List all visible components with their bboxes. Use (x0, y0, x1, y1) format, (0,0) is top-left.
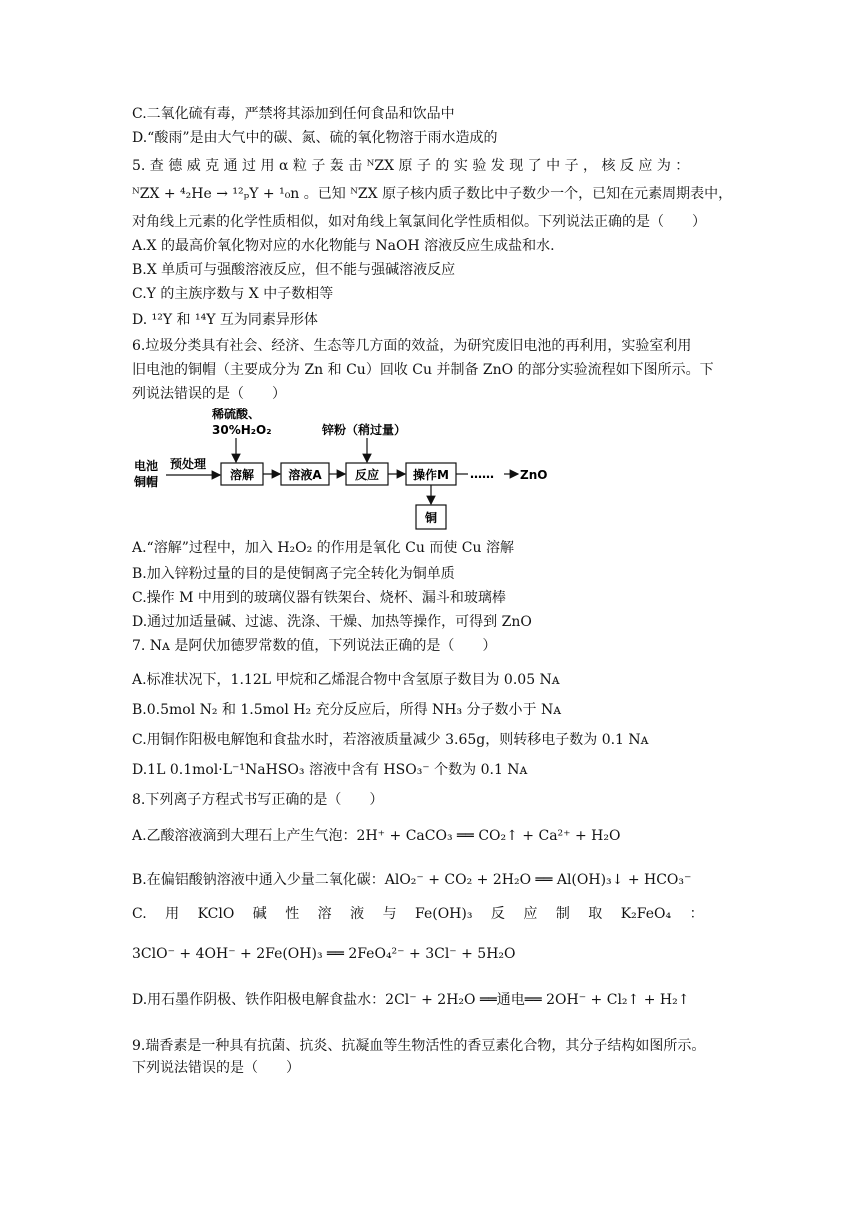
question-5-stem: 5. 查 德 威 克 通 过 用 α 粒 子 轰 击 ᴺZX 原 子 的 实 验 发 现 了 中 子 ， 核 反 应 为 ： (132, 158, 690, 174)
text-line: 列说法错误的是（ ） (132, 386, 286, 402)
svg-text:溶解: 溶解 (229, 468, 255, 482)
question-9-stem: 9.瑞香素是一种具有抗菌、抗炎、抗凝血等生物活性的香豆素化合物，其分子结构如图所示。 (132, 1038, 706, 1054)
option-b: B.加入锌粉过量的目的是使铜离子完全转化为铜单质 (132, 566, 455, 582)
reagent-label: 30%H₂O₂ (212, 423, 272, 437)
step-label: 预处理 (170, 457, 207, 471)
option-a: A.标准状况下，1.12L 甲烷和乙烯混合物中含氢原子数目为 0.05 Nᴀ (132, 672, 560, 688)
option-a: A.乙酸溶液滴到大理石上产生气泡：2H⁺ + CaCO₃ ══ CO₂↑ + Ca²⁺ + H₂O (132, 828, 621, 844)
option-c: C.操作 M 中用到的玻璃仪器有铁架台、烧杯、漏斗和玻璃棒 (132, 590, 506, 606)
text-line: 下列说法错误的是（ ） (132, 1060, 300, 1076)
option-b: B.在偏铝酸钠溶液中通入少量二氧化碳：AlO₂⁻ + CO₂ + 2H₂O ══ Al(OH)₃↓ + HCO₃⁻ (132, 872, 692, 888)
input-label: 铜帽 (134, 475, 159, 489)
option-c: C.用铜作阳极电解饱和食盐水时，若溶液质量减少 3.65g，则转移电子数为 0.1 Nᴀ (132, 732, 649, 748)
text-line: D.“酸雨”是由大气中的碳、氮、硫的氧化物溶于雨水造成的 (132, 130, 498, 146)
option-d: D. ¹²Y 和 ¹⁴Y 互为同素异形体 (132, 312, 318, 328)
svg-text:……: …… (470, 467, 494, 481)
option-d: D.1L 0.1mol·L⁻¹NaHSO₃ 溶液中含有 HSO₃⁻ 个数为 0.1 Nᴀ (132, 762, 528, 778)
option-d: D.通过加适量碱、过滤、洗涤、干燥、加热等操作，可得到 ZnO (132, 614, 532, 630)
svg-text:铜: 铜 (424, 511, 438, 525)
reagent-label: 稀硫酸、 (212, 408, 261, 421)
svg-text:反应: 反应 (354, 468, 380, 482)
input-label: 电池 (134, 459, 159, 473)
product-label: ZnO (520, 468, 548, 482)
question-5-equation: ᴺZX + ⁴₂He → ¹²ₚY + ¹₀n 。已知 ᴺZX 原子核内质子数比中子数少一个，已知在元素周期表中， (132, 186, 733, 202)
text-line: C.二氧化硫有毒，严禁将其添加到任何食品和饮品中 (132, 106, 455, 122)
option-c-equation: 3ClO⁻ + 4OH⁻ + 2Fe(OH)₃ ══ 2FeO₄²⁻ + 3Cl⁻ + 5H₂O (132, 946, 516, 962)
text-line: 旧电池的铜帽（主要成分为 Zn 和 Cu）回收 Cu 并制备 ZnO 的部分实验流程如下图所示。下 (132, 362, 714, 378)
option-d: D.用石墨作阴极、铁作阳极电解食盐水：2Cl⁻ + 2H₂O ══通电══ 2OH⁻ + Cl₂↑ + H₂↑ (132, 992, 690, 1008)
question-8-stem: 8.下列离子方程式书写正确的是（ ） (132, 792, 384, 808)
reagent-label: 锌粉（稍过量） (322, 423, 407, 437)
question-7-stem: 7. Nᴀ 是阿伏加德罗常数的值，下列说法正确的是（ ） (132, 638, 497, 654)
process-flowchart (132, 408, 592, 534)
text-line: 对角线上元素的化学性质相似，如对角线上氧氯间化学性质相似。下列说法正确的是（ ） (132, 214, 706, 230)
svg-text:溶液A: 溶液A (288, 468, 322, 482)
option-c: C.Y 的主族序数与 X 中子数相等 (132, 286, 334, 302)
option-c: C. 用 KClO 碱 性 溶 液 与 Fe(OH)₃ 反 应 制 取 K₂FeO₄ ： (132, 906, 704, 922)
svg-text:操作M: 操作M (413, 468, 449, 482)
option-a: A.“溶解”过程中，加入 H₂O₂ 的作用是氧化 Cu 而使 Cu 溶解 (132, 540, 514, 556)
option-b: B.0.5mol N₂ 和 1.5mol H₂ 充分反应后，所得 NH₃ 分子数小于 Nᴀ (132, 702, 562, 718)
option-a: A.X 的最高价氧化物对应的水化物能与 NaOH 溶液反应生成盐和水. (132, 238, 555, 254)
question-6-stem: 6.垃圾分类具有社会、经济、生态等几方面的效益，为研究废旧电池的再利用，实验室利用 (132, 338, 692, 354)
option-b: B.X 单质可与强酸溶液反应，但不能与强碱溶液反应 (132, 262, 456, 278)
